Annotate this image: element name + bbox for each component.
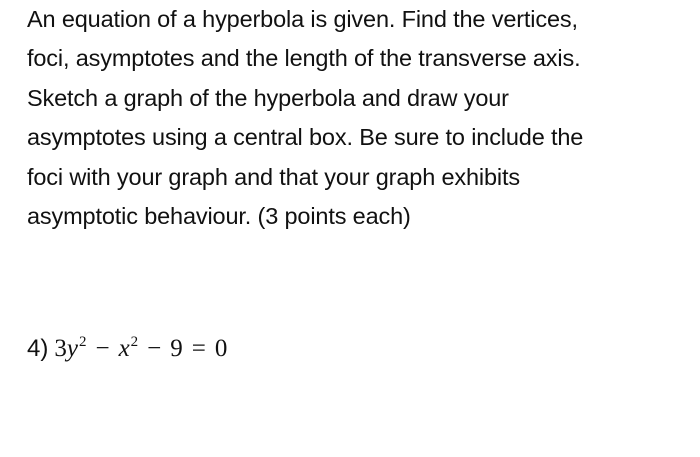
instructions-line: An equation of a hyperbola is given. Find the vertices, xyxy=(27,6,578,32)
instructions-paragraph xyxy=(27,0,677,236)
instructions-line: asymptotes using a central box. Be sure to include the xyxy=(27,124,584,151)
term1-coefficient: 3 xyxy=(54,335,67,362)
instructions-line: foci, asymptotes and the length of the transverse axis. xyxy=(27,45,581,72)
instructions-line: foci with your graph and that your graph exhibits xyxy=(27,163,520,190)
problem-4 xyxy=(27,333,227,368)
term2-variable: x xyxy=(118,335,130,362)
constant-term: 9 xyxy=(170,335,183,362)
right-hand-side: 0 xyxy=(214,335,228,362)
problem-number: 4) xyxy=(27,335,49,362)
term2-exponent: 2 xyxy=(130,334,139,350)
instructions-line: asymptotic behaviour. (3 points each) xyxy=(27,203,411,230)
hyperbola-equation xyxy=(54,335,227,362)
term1-exponent: 2 xyxy=(78,334,87,350)
minus-operator: − xyxy=(147,335,162,362)
instructions-line: Sketch a graph of the hyperbola and draw your xyxy=(27,84,509,111)
equals-sign: = xyxy=(191,335,206,362)
term1-variable: y xyxy=(66,335,78,362)
minus-operator: − xyxy=(95,335,110,362)
